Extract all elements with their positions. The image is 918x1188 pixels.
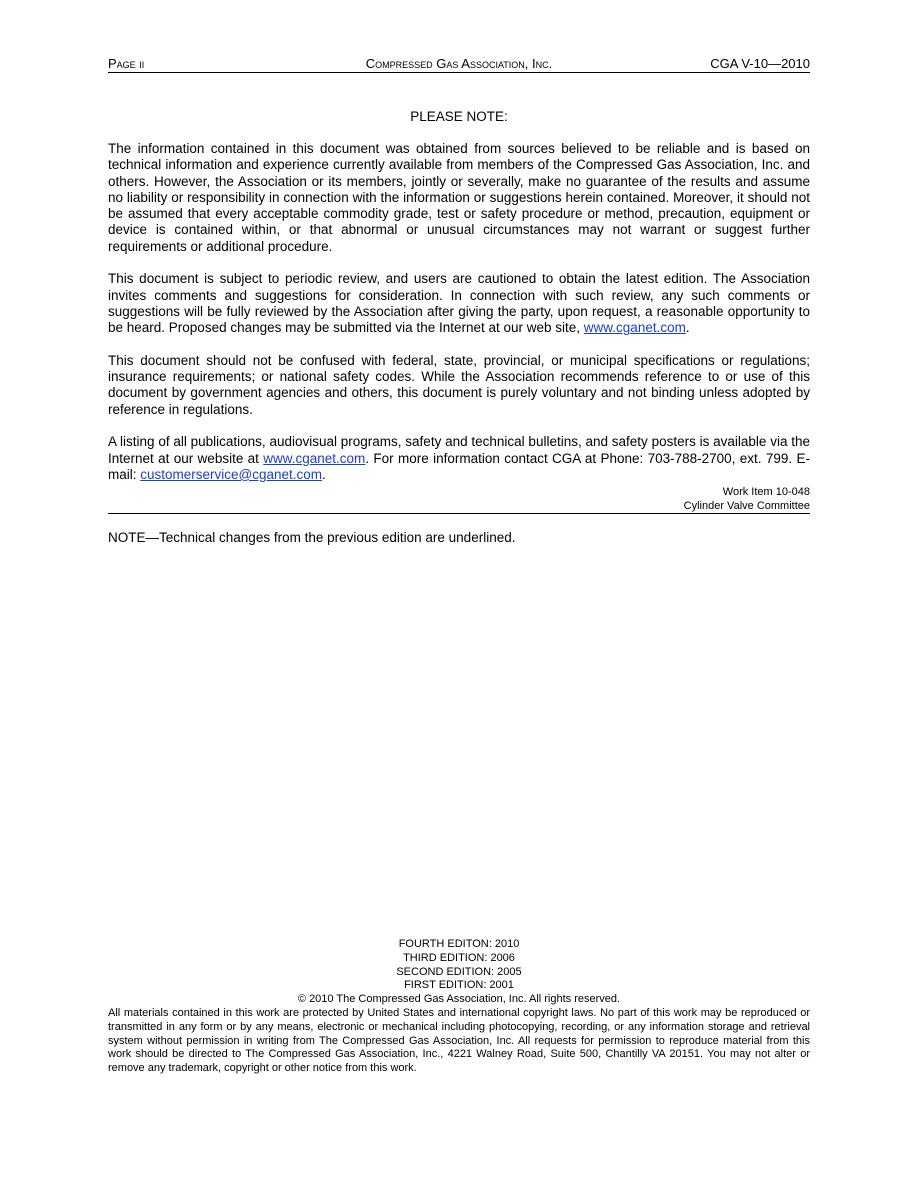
website-link[interactable]: www.cganet.com xyxy=(583,320,686,336)
disclaimer-paragraph: The information contained in this document was obtained from sources believed to be reliable and is based on technical information and experience currently available from members of the Compressed Gas Association, Inc. and others. However, the Association or its members, jointly or severally, make no guarantee of the results and assume no liability or responsibility in connection with the information or suggestions herein contained. Moreover, it should not be assumed that every acceptable commodity grade, test or safety procedure or method, precaution, equipment or device is contained within, or that abnormal or unusual circumstances may not warrant or suggest further requirements or additional procedure. xyxy=(108,141,810,254)
edition-line: THIRD EDITION: 2006 xyxy=(403,951,515,964)
document-id: CGA V-10—2010 xyxy=(710,56,810,71)
review-paragraph xyxy=(108,271,810,336)
page-header xyxy=(108,54,810,73)
website-link[interactable]: www.cganet.com xyxy=(263,450,366,466)
edition-line: SECOND EDITION: 2005 xyxy=(396,965,522,978)
regulations-paragraph: This document should not be confused with federal, state, provincial, or municipal specifications or regulations; insurance requirements; or national safety codes. While the Association recommends reference to or use of this document by government agencies and others, this document is purely voluntary and not binding unless adopted by reference in regulations. xyxy=(108,352,810,417)
email-link[interactable]: customerservice@cganet.com xyxy=(140,466,323,482)
notice-body xyxy=(108,141,810,500)
copyright-notice: All materials contained in this work are protected by United States and international copyright laws. No part of this work may be reproduced or transmitted in any form or by any means, electronic or mechanical including photocopying, recording, or any information storage and retrieval system without permission in writing from The Compressed Gas Association, Inc. All requests for permission to reproduce material from this work should be directed to The Compressed Gas Association, Inc., 4221 Walney Road, Suite 500, Chantilly VA 20151. You may not alter or remove any trademark, copyright or other notice from this work. xyxy=(108,1007,810,1075)
page-number: Page ii xyxy=(108,56,145,71)
review-paragraph-text: This document is subject to periodic review, and users are cautioned to obtain the latest edition. The Association invites comments and suggestions for consideration. In connection with such review, any such comments or suggestions will be fully reviewed by the Association after giving the party, upon request, a reasonable opportunity to be heard. Proposed changes may be submitted via the Internet at our web site, xyxy=(108,271,810,336)
work-item-block xyxy=(108,485,810,514)
publications-text-2: . For more information contact CGA at Phone: 703-788-2700, ext. 799. E-mail: xyxy=(108,450,810,482)
publications-paragraph xyxy=(108,434,810,483)
edition-line: FOURTH EDITON: 2010 xyxy=(398,938,520,950)
work-item-number: Work Item 10-048 xyxy=(722,486,810,498)
copyright-line: © 2010 The Compressed Gas Association, Inc. All rights reserved. xyxy=(297,993,621,1006)
please-note-heading: PLEASE NOTE: xyxy=(410,109,508,124)
review-paragraph-end: . xyxy=(685,320,690,336)
organization-name: Compressed Gas Association, Inc. xyxy=(365,56,553,71)
edition-history xyxy=(108,938,810,1007)
publications-end: . xyxy=(322,466,326,482)
technical-changes-note: NOTE—Technical changes from the previous edition are underlined. xyxy=(108,530,516,545)
committee-name: Cylinder Valve Committee xyxy=(683,500,810,512)
publications-text-1: A listing of all publications, audiovisual programs, safety and technical bulletins, and safety posters is available via the Internet at our website at xyxy=(108,434,810,466)
edition-line: FIRST EDITION: 2001 xyxy=(404,979,514,992)
